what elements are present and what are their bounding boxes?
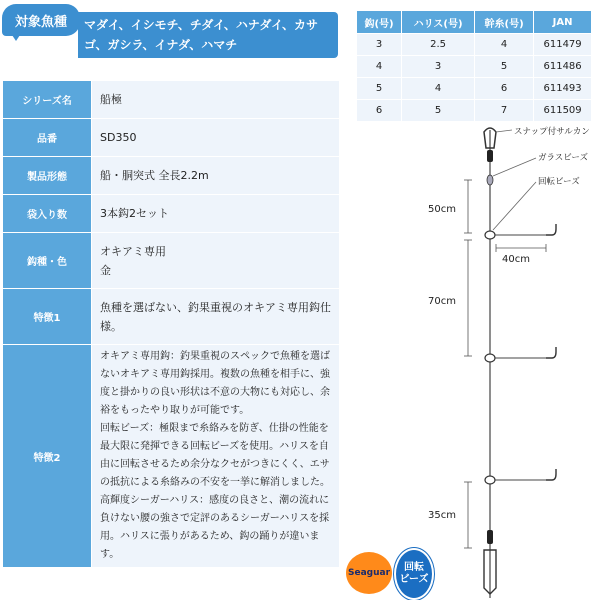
- branch-hook-1: [485, 224, 556, 239]
- leader-glass: [493, 158, 536, 176]
- seaguar-logo: Seaguar: [346, 552, 392, 594]
- label-glass: ガラスビーズ: [538, 153, 588, 163]
- size-cell: 5: [402, 100, 475, 122]
- spec-row-feature2: [3, 345, 340, 568]
- branch-hook-3: [485, 469, 556, 484]
- spec-value: オキアミ専用 金: [92, 233, 340, 289]
- spec-label: 袋入り数: [3, 195, 92, 233]
- target-fish-list: マダイ、イシモチ、チダイ、ハナダイ、カサゴ、ガシラ、イナダ、ハマチ: [78, 12, 338, 58]
- spec-row-code: [3, 119, 340, 157]
- bottom-swivel-icon: [487, 530, 493, 544]
- branch-hook-2: [485, 347, 556, 362]
- size-cell: 5: [357, 78, 402, 100]
- label-beads: 回転ビーズ: [538, 177, 580, 187]
- size-cell: 3: [402, 56, 475, 78]
- bubble-tail: [10, 32, 22, 41]
- spec-value: SD350: [92, 119, 340, 157]
- spec-value: オキアミ専用鈎：釣果重視のスペックで魚種を選ばないオキアミ専用鈎採用。複数の魚種を相手に、強度と掛かりの良い形状は不意の大物にも対応し、余裕をもったやり取りが可能です。 回転ビーズ：極限まで糸絡みを防ぎ、仕掛の性能を最大限に発揮できる回転ビーズを使用。ハリスを自由に回転させるため余分なクセがつきにくく、エサの抵抗による糸絡みの不安を一挙に解消しました。 高輝度シーガーハリス：感度の良さと、潮の流れに負けない腰の強さで定評のあるシーガーハリスを採用。ハリスに張りがあるため、鈎の踊りが違います。: [92, 345, 340, 568]
- size-cell: 3: [357, 34, 402, 56]
- rig-diagram: [350, 120, 596, 598]
- spec-label: 特徴2: [3, 345, 92, 568]
- leader-beads: [493, 182, 536, 230]
- label-snap: スナップ付サルカン: [514, 127, 590, 137]
- size-cell: 6: [357, 100, 402, 122]
- spec-label: 品番: [3, 119, 92, 157]
- spec-row-form: [3, 157, 340, 195]
- size-cell: 7: [475, 100, 534, 122]
- kaiten-beads-logo: 回転 ビーズ: [394, 548, 434, 600]
- spec-table: [2, 80, 340, 568]
- spec-label: シリーズ名: [3, 81, 92, 119]
- target-fish-heading: 対象魚種: [2, 4, 80, 36]
- spec-row-hook: [3, 233, 340, 289]
- spec-value: 魚種を選ばない、釣果重視のオキアミ専用鈎仕様。: [92, 289, 340, 345]
- size-cell: 4: [357, 56, 402, 78]
- measure-35cm: 35cm: [428, 510, 456, 521]
- table-row: [357, 56, 592, 78]
- spec-label: 特徴1: [3, 289, 92, 345]
- measure-70cm: 70cm: [428, 296, 456, 307]
- size-header: 鈎(号): [357, 11, 402, 34]
- leader-snap: [496, 130, 512, 132]
- target-fish-banner: [2, 4, 342, 58]
- size-header: 幹糸(号): [475, 11, 534, 34]
- size-cell: 4: [475, 34, 534, 56]
- spec-value: 船・胴突式 全長2.2m: [92, 157, 340, 195]
- table-row: [357, 34, 592, 56]
- table-row: [357, 78, 592, 100]
- size-cell: 611486: [534, 56, 592, 78]
- size-cell: 4: [402, 78, 475, 100]
- measure-50cm: 50cm: [428, 204, 456, 215]
- size-cell: 611493: [534, 78, 592, 100]
- size-header: JAN: [534, 11, 592, 34]
- size-cell: 5: [475, 56, 534, 78]
- spec-row-feature1: [3, 289, 340, 345]
- table-row: [357, 100, 592, 122]
- measure-40cm: 40cm: [502, 254, 530, 265]
- glass-bead-icon: [487, 175, 493, 185]
- size-cell: 611509: [534, 100, 592, 122]
- spec-label: 製品形態: [3, 157, 92, 195]
- size-cell: 6: [475, 78, 534, 100]
- spec-label: 鈎種・色: [3, 233, 92, 289]
- spec-value: 3本鈎2セット: [92, 195, 340, 233]
- size-header-row: [357, 11, 592, 34]
- spec-row-count: [3, 195, 340, 233]
- size-header: ハリス(号): [402, 11, 475, 34]
- spec-row-series: [3, 81, 340, 119]
- spec-value: 船極: [92, 81, 340, 119]
- size-table: [356, 10, 592, 122]
- size-cell: 2.5: [402, 34, 475, 56]
- size-cell: 611479: [534, 34, 592, 56]
